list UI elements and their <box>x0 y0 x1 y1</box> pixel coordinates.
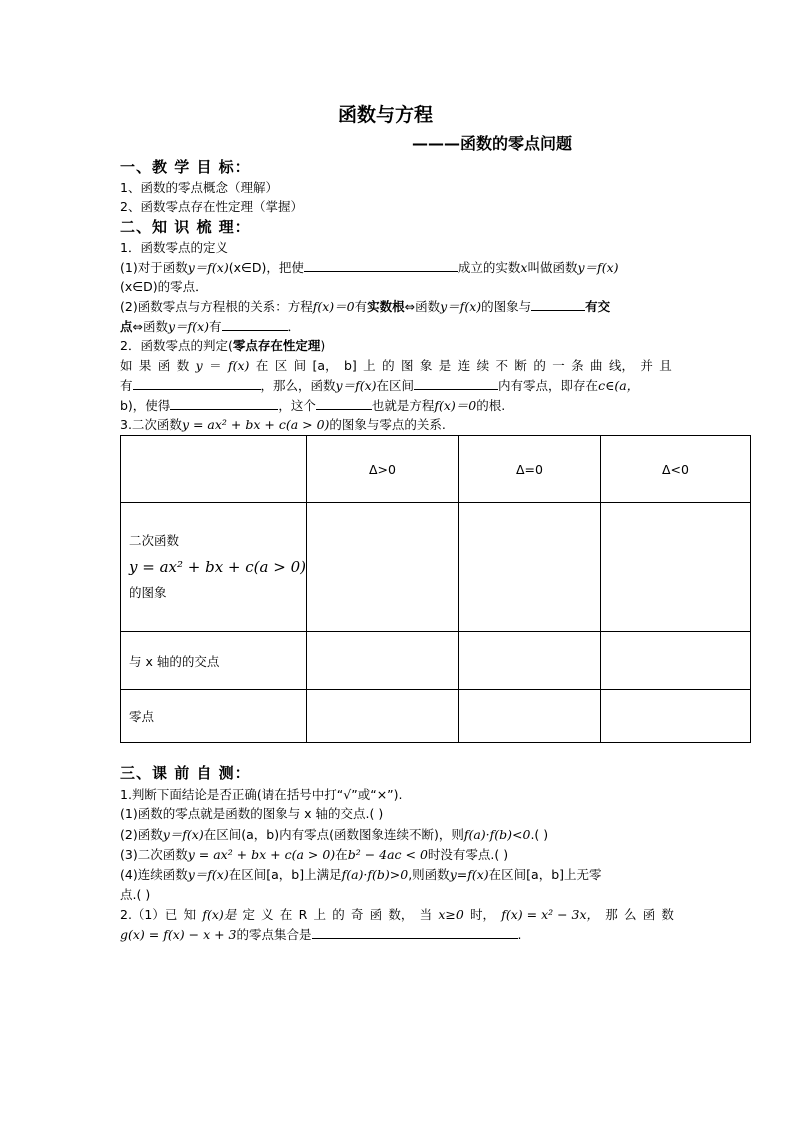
table-cell <box>600 632 750 690</box>
question-1-item-2: (2)函数y＝f(x)在区间(a，b)内有零点(函数图象连续不断)，则f(a)·f(b)<0.( ) <box>120 827 549 842</box>
table-cell <box>458 632 600 690</box>
question-1-item-3: (3)二次函数y = ax² + bx + c(a > 0)在b² − 4ac < 0时没有零点.( ) <box>120 847 509 862</box>
blank-line <box>304 260 458 272</box>
zero-definition-heading: 1．函数零点的定义 <box>120 240 228 255</box>
theorem-line-1: 如 果 函 数 y ＝ f(x) 在 区 间 [a， b] 上 的 图 象 是 连 续 不 断 的 一 条 曲 线， 并 且 <box>120 358 672 373</box>
table-cell <box>306 503 458 632</box>
table-cell <box>306 690 458 743</box>
table-cell <box>600 690 750 743</box>
question-1-intro: 1.判断下面结论是否正确(请在括号中打“√”或“×”). <box>120 787 403 802</box>
table-row <box>121 632 751 690</box>
table-cell <box>458 690 600 743</box>
table-header-empty <box>121 436 307 503</box>
blank-line <box>316 398 372 410</box>
table-cell <box>306 632 458 690</box>
blank-line <box>133 378 261 390</box>
table-header-row <box>121 436 751 503</box>
table-row <box>121 690 751 743</box>
table-cell <box>458 503 600 632</box>
objective-item-2: 2、函数零点存在性定理（掌握） <box>120 199 303 214</box>
table-row-label-graph: 二次函数 y = ax² + bx + c(a > 0) 的图象 <box>121 503 307 632</box>
objective-item-1: 1、函数的零点概念（理解） <box>120 180 278 195</box>
blank-line <box>414 378 498 390</box>
table-row-label-intersection: 与 x 轴的的交点 <box>121 632 307 690</box>
question-1-item-4: (4)连续函数y＝f(x)在区间[a，b]上满足f(a)·f(b)>0,则函数y=f(x)在区间[a，b]上无零 <box>120 867 602 882</box>
root-relation-line-2: 点⇔函数y＝f(x)有 ． <box>120 319 301 334</box>
quadratic-zero-table <box>120 435 751 743</box>
table-header-delta-zero: Δ=0 <box>458 436 600 503</box>
table-header-delta-negative: Δ<0 <box>600 436 750 503</box>
table-header-delta-positive: Δ>0 <box>306 436 458 503</box>
theorem-line-2: 有 ，那么，函数y＝f(x)在区间 内有零点，即存在c∈(a， <box>120 378 640 393</box>
page-title: 函数与方程 <box>338 104 434 126</box>
blank-line <box>312 927 518 939</box>
question-2-line-2: g(x) = f(x) − x + 3的零点集合是 . <box>120 927 522 942</box>
question-1-item-1: (1)函数的零点就是函数的图象与 x 轴的交点.( ) <box>120 806 384 821</box>
table-row <box>121 503 751 632</box>
section-1-heading: 一、教 学 目 标： <box>120 158 251 176</box>
table-row-label-zeros: 零点 <box>121 690 307 743</box>
question-2-line-1: 2.（1）已 知 f(x)是 定 义 在 R 上 的 奇 函 数， 当 x≥0 时， f(x) = x² − 3x， 那 么 函 数 <box>120 907 674 922</box>
zero-definition-line-2: (x∈D)的零点． <box>120 279 208 294</box>
blank-line <box>222 319 288 331</box>
theorem-line-3: b)，使得 ，这个 也就是方程f(x)＝0的根. <box>120 398 506 413</box>
blank-line <box>531 299 585 311</box>
quadratic-relation-heading: 3.二次函数y = ax² + bx + c(a > 0)的图象与零点的关系. <box>120 417 446 432</box>
theorem-heading: 2．函数零点的判定(零点存在性定理) <box>120 338 326 353</box>
question-1-item-4-cont: 点.( ) <box>120 887 151 902</box>
section-3-heading: 三、课 前 自 测： <box>120 764 251 782</box>
root-relation-line-1: (2)函数零点与方程根的关系：方程f(x)＝0有实数根⇔函数y＝f(x)的图象与 有交 <box>120 299 611 314</box>
page-subtitle: ———函数的零点问题 <box>412 134 573 153</box>
blank-line <box>170 398 278 410</box>
zero-definition-line-1: (1)对于函数y＝f(x)(x∈D)，把使 成立的实数x叫做函数y＝f(x) <box>120 260 619 275</box>
table-cell <box>600 503 750 632</box>
section-2-heading: 二、知 识 梳 理： <box>120 218 251 236</box>
